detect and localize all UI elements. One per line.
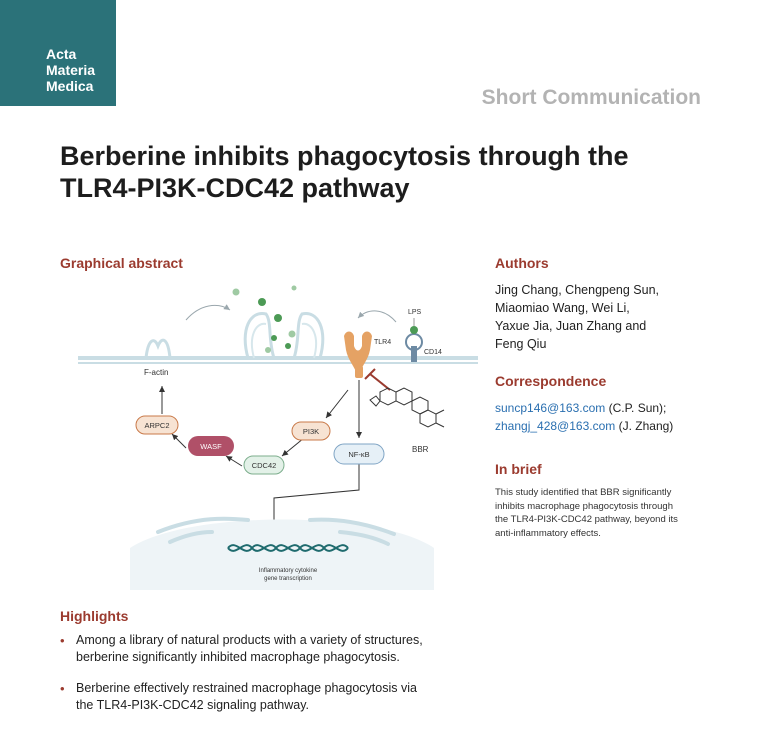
- wasf-label: WASF: [200, 442, 222, 451]
- uptake-arrow: [186, 305, 230, 320]
- phagocytic-cup: [245, 313, 323, 358]
- pi3k-node: [292, 422, 330, 440]
- journal-logo: [0, 0, 116, 106]
- graphical-abstract-heading: Graphical abstract: [60, 255, 183, 271]
- nucleus-label-line2: gene transcription: [264, 576, 312, 582]
- journal-name-line: Medica: [46, 78, 94, 94]
- authors-line: Yaxue Jia, Juan Zhang and: [495, 319, 647, 333]
- journal-name-line: Acta: [46, 46, 77, 62]
- bullet-icon: •: [60, 681, 65, 696]
- cdc42-label: CDC42: [251, 461, 277, 470]
- article-title: [60, 140, 720, 204]
- authors-line: Jing Chang, Chengpeng Sun,: [495, 283, 660, 297]
- lps-arrow: [358, 311, 396, 322]
- correspondence-list: [495, 399, 745, 435]
- correspondence-heading: Correspondence: [495, 373, 607, 389]
- pathway-diagram: [78, 280, 478, 590]
- tlr4-label: TLR4: [374, 339, 392, 346]
- highlight-line: berberine significantly inhibited macrophage phagocytosis.: [76, 650, 400, 664]
- graphical-abstract-figure: [78, 280, 478, 590]
- authors-heading: Authors: [495, 255, 549, 271]
- bbr-inhibition: [370, 374, 390, 390]
- wasf-node: [188, 436, 234, 456]
- correspondent-name: (C.P. Sun);: [605, 401, 667, 415]
- in-brief-line: anti-inflammatory effects.: [495, 527, 601, 539]
- highlight-text: [76, 632, 490, 666]
- membrane-ruffle: [146, 340, 170, 358]
- authors-line: Feng Qiu: [495, 337, 547, 351]
- authors-list: [495, 281, 710, 353]
- pi3k-label: PI3K: [302, 427, 320, 436]
- correspondence-entry: [495, 417, 745, 435]
- cd14-label: CD14: [424, 349, 442, 356]
- nfkb-node: [334, 444, 384, 464]
- highlight-line: the TLR4-PI3K-CDC42 signaling pathway.: [76, 698, 309, 712]
- highlight-text: [76, 680, 490, 714]
- authors-line: Miaomiao Wang, Wei Li,: [495, 301, 630, 315]
- email-link[interactable]: zhangj_428@163.com: [495, 419, 616, 433]
- journal-name: [46, 46, 95, 94]
- arpc2-node: [136, 416, 178, 434]
- in-brief-line: the TLR4-PI3K-CDC42 pathway, beyond its: [495, 514, 678, 525]
- cell-membrane: [78, 358, 478, 363]
- bbr-label: BBR: [412, 445, 429, 454]
- correspondence-entry: [495, 399, 745, 417]
- title-line: Berberine inhibits phagocytosis through the: [60, 141, 629, 171]
- arpc2-label: ARPC2: [144, 421, 170, 430]
- nucleus-label-line1: Inflammatory cytokine: [258, 568, 318, 574]
- nucleus: [130, 519, 434, 590]
- highlights-list: [60, 632, 490, 728]
- factin-label: F-actin: [144, 368, 169, 377]
- cd14-receptor: [406, 309, 442, 362]
- cdc42-node: [244, 456, 284, 474]
- highlight-line: Berberine effectively restrained macrophage phagocytosis via: [76, 681, 417, 695]
- email-link[interactable]: suncp146@163.com: [495, 401, 606, 415]
- in-brief-text: [495, 486, 705, 540]
- journal-name-line: Materia: [46, 62, 96, 78]
- in-brief-heading: In brief: [495, 461, 542, 477]
- article-type: Short Communication: [481, 86, 701, 109]
- title-line: TLR4-PI3K-CDC42 pathway: [60, 173, 410, 203]
- tlr4-receptor: [344, 332, 391, 379]
- correspondent-name: (J. Zhang): [615, 419, 674, 433]
- highlight-item: [60, 680, 490, 714]
- highlight-item: [60, 632, 490, 666]
- in-brief-line: This study identified that BBR significantly: [495, 487, 672, 498]
- lps-label: LPS: [408, 309, 422, 316]
- bullet-icon: •: [60, 633, 65, 648]
- in-brief-line: inhibits macrophage phagocytosis through: [495, 500, 673, 512]
- nfkb-label: NF-κB: [348, 450, 370, 459]
- highlight-line: Among a library of natural products with a variety of structures,: [76, 633, 423, 647]
- highlights-heading: Highlights: [60, 608, 129, 624]
- particles: [233, 286, 297, 354]
- bbr-molecule: [370, 388, 444, 454]
